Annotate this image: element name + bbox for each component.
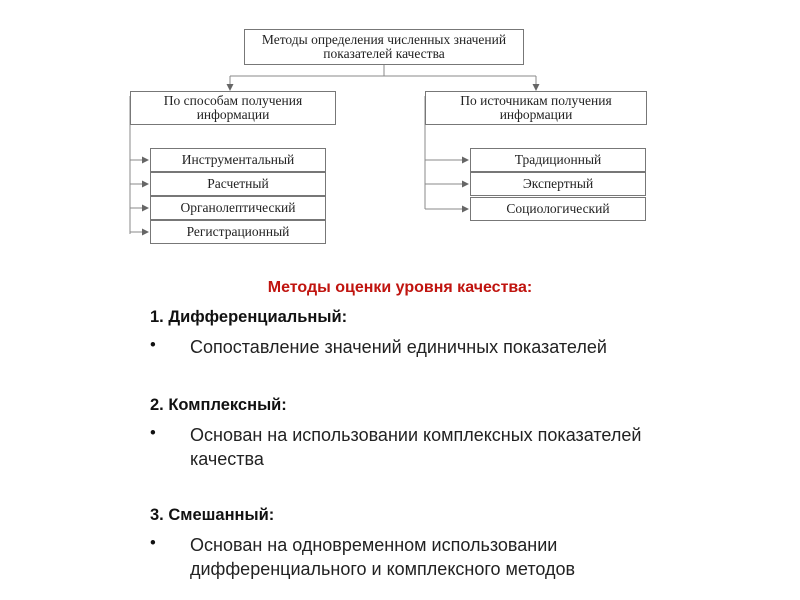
left-item-organoleptic: Органолептический: [150, 196, 326, 220]
bullet-icon: •: [150, 336, 156, 354]
right-group-box: По источникам получения информации: [425, 91, 647, 125]
method-title-differential: 1. Дифференциальный:: [150, 308, 348, 326]
left-group-box: По способам получения информации: [130, 91, 336, 125]
right-item-expert: Экспертный: [470, 172, 646, 196]
method-description-differential: Сопоставление значений единичных показателей: [190, 337, 607, 357]
method-title-complex: 2. Комплексный:: [150, 396, 287, 414]
assessment-heading: Методы оценки уровня качества:: [267, 279, 533, 296]
left-item-instrumental: Инструментальный: [150, 148, 326, 172]
root-box: Методы определения численных значений показателей качества: [244, 29, 524, 65]
right-item-traditional: Традиционный: [470, 148, 646, 172]
left-item-calculated: Расчетный: [150, 172, 326, 196]
method-title-mixed: 3. Смешанный:: [150, 506, 275, 524]
right-item-sociological: Социологический: [470, 197, 646, 221]
method-description-complex: Основан на использовании комплексных показателей качества: [190, 425, 642, 469]
left-item-registration: Регистрационный: [150, 220, 326, 244]
method-description-mixed: Основан на одновременном использовании дифференциального и комплексного методов: [190, 535, 576, 579]
bullet-icon: •: [150, 534, 156, 552]
bullet-icon: •: [150, 424, 156, 442]
